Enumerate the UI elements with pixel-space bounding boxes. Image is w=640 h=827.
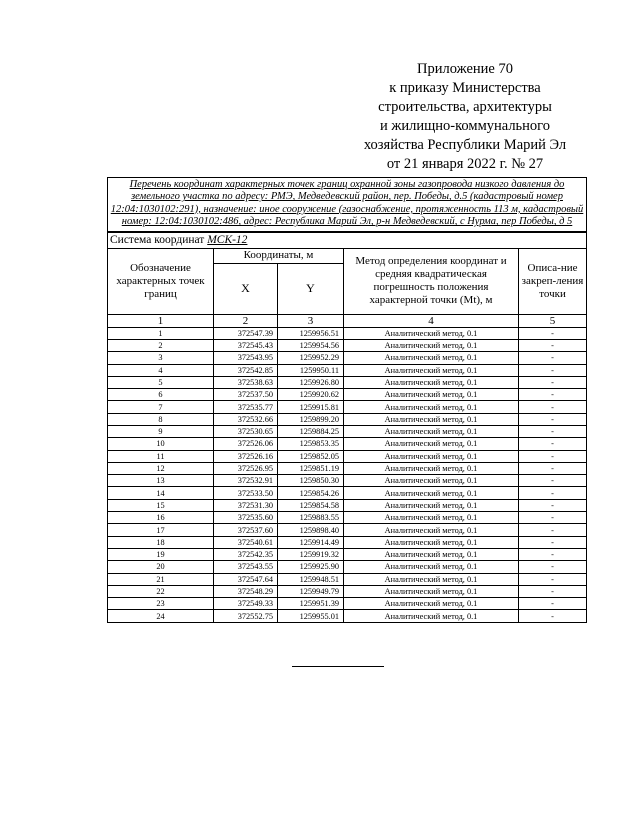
- coord-y: 1259920.62: [278, 389, 344, 401]
- coord-y: 1259884.25: [278, 426, 344, 438]
- method: Аналитический метод, 0.1: [344, 598, 519, 610]
- method: Аналитический метод, 0.1: [344, 610, 519, 622]
- point-number: 12: [108, 462, 214, 474]
- table-row: [108, 327, 587, 339]
- point-description: -: [519, 376, 587, 388]
- point-description: -: [519, 524, 587, 536]
- coord-y: 1259950.11: [278, 364, 344, 376]
- coord-x: 372535.60: [214, 512, 278, 524]
- header-line: и жилищно-коммунального: [379, 118, 551, 134]
- point-number: 13: [108, 475, 214, 487]
- table-row: [108, 438, 587, 450]
- coord-y: 1259898.40: [278, 524, 344, 536]
- table-row: [108, 524, 587, 536]
- point-description: -: [519, 462, 587, 474]
- table-row: [108, 610, 587, 622]
- footer-divider: [292, 666, 384, 667]
- point-description: -: [519, 610, 587, 622]
- method: Аналитический метод, 0.1: [344, 487, 519, 499]
- method: Аналитический метод, 0.1: [344, 475, 519, 487]
- method: Аналитический метод, 0.1: [344, 401, 519, 413]
- point-number: 6: [108, 389, 214, 401]
- point-number: 2: [108, 339, 214, 351]
- column-number: 3: [278, 314, 344, 327]
- coord-y: 1259850.30: [278, 475, 344, 487]
- point-number: 1: [108, 327, 214, 339]
- point-description: -: [519, 499, 587, 511]
- table-row: [108, 548, 587, 560]
- coord-y: 1259883.55: [278, 512, 344, 524]
- table-row: [108, 487, 587, 499]
- column-number: 5: [519, 314, 587, 327]
- table-row: [108, 499, 587, 511]
- point-description: -: [519, 413, 587, 425]
- method: Аналитический метод, 0.1: [344, 413, 519, 425]
- table-row: [108, 598, 587, 610]
- coord-y: 1259951.39: [278, 598, 344, 610]
- point-description: -: [519, 585, 587, 597]
- point-description: -: [519, 487, 587, 499]
- coord-x: 372535.77: [214, 401, 278, 413]
- coord-y: 1259853.35: [278, 438, 344, 450]
- coord-x: 372530.65: [214, 426, 278, 438]
- table-row: [108, 585, 587, 597]
- point-description: -: [519, 352, 587, 364]
- coord-x: 372547.64: [214, 573, 278, 585]
- coord-x: 372542.35: [214, 548, 278, 560]
- point-number: 23: [108, 598, 214, 610]
- point-description: -: [519, 401, 587, 413]
- method: Аналитический метод, 0.1: [344, 339, 519, 351]
- header-line: к приказу Министерства: [389, 80, 541, 96]
- table-row: [108, 389, 587, 401]
- coord-x: 372532.91: [214, 475, 278, 487]
- method: Аналитический метод, 0.1: [344, 524, 519, 536]
- method: Аналитический метод, 0.1: [344, 389, 519, 401]
- table-row: [108, 536, 587, 548]
- coord-y: 1259915.81: [278, 401, 344, 413]
- point-number: 15: [108, 499, 214, 511]
- coord-x: 372549.33: [214, 598, 278, 610]
- table-row: [108, 364, 587, 376]
- method: Аналитический метод, 0.1: [344, 561, 519, 573]
- coordinate-system-label: Система координат: [110, 234, 205, 247]
- coord-y: 1259854.26: [278, 487, 344, 499]
- point-number: 11: [108, 450, 214, 462]
- point-description: -: [519, 389, 587, 401]
- coord-y: 1259952.29: [278, 352, 344, 364]
- coord-x: 372547.39: [214, 327, 278, 339]
- point-description: -: [519, 364, 587, 376]
- point-number: 10: [108, 438, 214, 450]
- point-description: -: [519, 512, 587, 524]
- point-number: 7: [108, 401, 214, 413]
- table-row: [108, 561, 587, 573]
- point-number: 8: [108, 413, 214, 425]
- method: Аналитический метод, 0.1: [344, 450, 519, 462]
- table-row: [108, 450, 587, 462]
- method: Аналитический метод, 0.1: [344, 548, 519, 560]
- point-number: 17: [108, 524, 214, 536]
- point-number: 22: [108, 585, 214, 597]
- table-row: [108, 352, 587, 364]
- table-description: [108, 178, 587, 232]
- column-number: 4: [344, 314, 519, 327]
- coord-y: 1259852.05: [278, 450, 344, 462]
- coord-x: 372526.95: [214, 462, 278, 474]
- coord-x: 372537.50: [214, 389, 278, 401]
- coord-y: 1259925.90: [278, 561, 344, 573]
- coord-x: 372540.61: [214, 536, 278, 548]
- coord-x: 372537.60: [214, 524, 278, 536]
- coordinates-table: [107, 177, 587, 623]
- method: Аналитический метод, 0.1: [344, 512, 519, 524]
- table-row: [108, 413, 587, 425]
- coord-x: 372542.85: [214, 364, 278, 376]
- coord-y: 1259949.79: [278, 585, 344, 597]
- coordinate-system-value: МСК-12: [207, 234, 248, 247]
- point-description: -: [519, 548, 587, 560]
- point-description: -: [519, 426, 587, 438]
- column-numbers-row: [108, 314, 587, 327]
- description-text: Перечень координат характерных точек границ охранной зоны газопровода низкого давления до земельного участка по адресу: РМЭ, Медведевский район, пер. Победы, д.5 (кадастровый номер 12:04:1030102:291), назначение: иное сооружение (газоснабжение, протяженность 113 м, кадастровый номер: 12:04:1030102:486, адрес: Республика Марий Эл, р-н Медведевский, с Нурма, пер Победы, д 5: [110, 179, 584, 228]
- table-row: [108, 376, 587, 388]
- point-number: 24: [108, 610, 214, 622]
- table-row: [108, 475, 587, 487]
- col-header-method: Метод определения координат и средняя квадратическая погрешность положения характерной точки (Mt), м: [344, 248, 519, 314]
- column-number: 1: [108, 314, 214, 327]
- method: Аналитический метод, 0.1: [344, 573, 519, 585]
- coord-x: 372526.16: [214, 450, 278, 462]
- method: Аналитический метод, 0.1: [344, 585, 519, 597]
- table-row: [108, 462, 587, 474]
- point-description: -: [519, 598, 587, 610]
- header-line: строительства, архитектуры: [378, 99, 552, 115]
- table-row: [108, 401, 587, 413]
- point-number: 3: [108, 352, 214, 364]
- coord-y: 1259854.58: [278, 499, 344, 511]
- point-number: 18: [108, 536, 214, 548]
- col-header-y: Y: [278, 263, 344, 314]
- coord-y: 1259948.51: [278, 573, 344, 585]
- coord-y: 1259956.51: [278, 327, 344, 339]
- point-number: 9: [108, 426, 214, 438]
- point-number: 19: [108, 548, 214, 560]
- coord-x: 372526.06: [214, 438, 278, 450]
- method: Аналитический метод, 0.1: [344, 462, 519, 474]
- point-number: 16: [108, 512, 214, 524]
- coord-y: 1259919.32: [278, 548, 344, 560]
- coord-y: 1259954.56: [278, 339, 344, 351]
- point-number: 21: [108, 573, 214, 585]
- table-row: [108, 339, 587, 351]
- coord-y: 1259926.80: [278, 376, 344, 388]
- method: Аналитический метод, 0.1: [344, 364, 519, 376]
- method: Аналитический метод, 0.1: [344, 327, 519, 339]
- header-line: Приложение 70: [417, 61, 513, 77]
- coord-y: 1259914.49: [278, 536, 344, 548]
- col-header-x: X: [214, 263, 278, 314]
- coord-x: 372548.29: [214, 585, 278, 597]
- point-description: -: [519, 339, 587, 351]
- method: Аналитический метод, 0.1: [344, 426, 519, 438]
- coord-x: 372545.43: [214, 339, 278, 351]
- point-number: 5: [108, 376, 214, 388]
- coord-x: 372533.50: [214, 487, 278, 499]
- table-row: [108, 512, 587, 524]
- col-header-description: Описа-ние закреп-ления точки: [519, 248, 587, 314]
- coord-x: 372532.66: [214, 413, 278, 425]
- table-row: [108, 573, 587, 585]
- point-description: -: [519, 561, 587, 573]
- col-header-point: Обозначение характерных точек границ: [108, 248, 214, 314]
- coord-x: 372543.95: [214, 352, 278, 364]
- coord-x: 372538.63: [214, 376, 278, 388]
- col-header-coords: Координаты, м: [214, 248, 344, 263]
- method: Аналитический метод, 0.1: [344, 536, 519, 548]
- method: Аналитический метод, 0.1: [344, 376, 519, 388]
- coord-y: 1259851.19: [278, 462, 344, 474]
- point-description: -: [519, 475, 587, 487]
- column-number: 2: [214, 314, 278, 327]
- point-description: -: [519, 450, 587, 462]
- coord-x: 372531.30: [214, 499, 278, 511]
- table-row: [108, 426, 587, 438]
- coord-y: 1259955.01: [278, 610, 344, 622]
- point-description: -: [519, 573, 587, 585]
- point-number: 14: [108, 487, 214, 499]
- point-description: -: [519, 438, 587, 450]
- method: Аналитический метод, 0.1: [344, 499, 519, 511]
- coord-x: 372552.75: [214, 610, 278, 622]
- coord-x: 372543.55: [214, 561, 278, 573]
- point-description: -: [519, 536, 587, 548]
- header-line: хозяйства Республики Марий Эл: [363, 137, 567, 153]
- point-description: -: [519, 327, 587, 339]
- coordinate-system-row: [108, 232, 587, 249]
- method: Аналитический метод, 0.1: [344, 352, 519, 364]
- header-line: от 21 января 2022 г. № 27: [386, 156, 544, 172]
- appendix-header: [340, 60, 590, 174]
- point-number: 20: [108, 561, 214, 573]
- coord-y: 1259899.20: [278, 413, 344, 425]
- point-number: 4: [108, 364, 214, 376]
- method: Аналитический метод, 0.1: [344, 438, 519, 450]
